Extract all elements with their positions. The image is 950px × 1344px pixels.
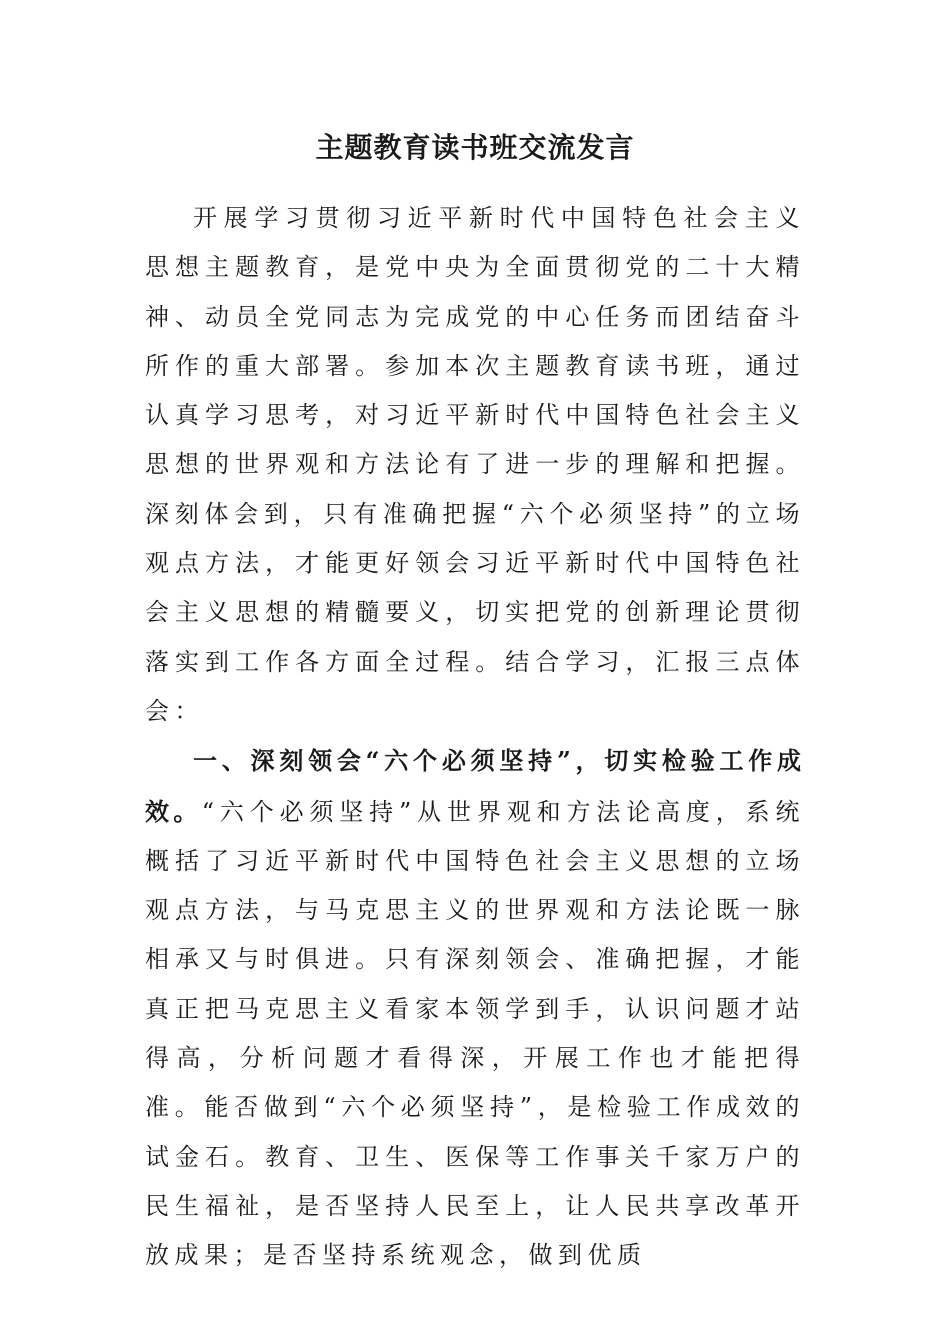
document-body [145, 194, 805, 1281]
intro-paragraph [145, 194, 805, 736]
section-one-text: “六个必须坚持”从世界观和方法论高度，系统概括了习近平新时代中国特色社会主义思想的立场观点方法，与马克思主义的世界观和方法论既一脉相承又与时俱进。只有深刻领会、准确把握，才能真正把马克思主义看家本领学到手，认识问题才站得高，分析问题才看得深，开展工作也才能把得准。能否做到“六个必须坚持”，是检验工作成效的试金石。教育、卫生、医保等工作事关千家万户的民生福祉，是否坚持人民至上，让人民共享改革开放成果；是否坚持系统观念，做到优质 [145, 797, 806, 1270]
section-one-paragraph [145, 736, 805, 1280]
section-one-heading: 一、深刻领会“六个必须坚持”，切实检验工作成效。 [145, 746, 805, 826]
document-title: 主题教育读书班交流发言 [315, 131, 635, 164]
intro-paragraph-text: 开展学习贯彻习近平新时代中国特色社会主义思想主题教育，是党中央为全面贯彻党的二十大精神、动员全党同志为完成党的中心任务而团结奋斗所作的重大部署。参加本次主题教育读书班，通过认真学习思考，对习近平新时代中国特色社会主义思想的世界观和方法论有了进一步的理解和把握。深刻体会到，只有准确把握“六个必须坚持”的立场观点方法，才能更好领会习近平新时代中国特色社会主义思想的精髓要义，切实把党的创新理论贯彻落实到工作各方面全过程。结合学习，汇报三点体会： [145, 204, 805, 725]
